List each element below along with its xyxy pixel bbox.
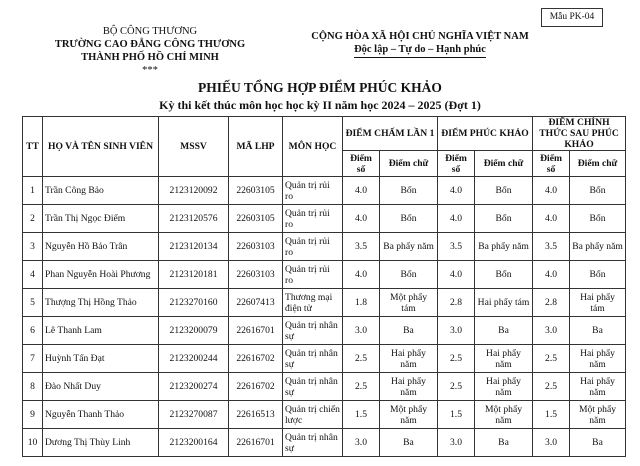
class-code: 22616702 bbox=[229, 345, 283, 373]
student-id: 2123200274 bbox=[159, 373, 229, 401]
official-score: 3.0 bbox=[533, 317, 570, 345]
table-row bbox=[23, 345, 626, 373]
regrade-score: 4.0 bbox=[438, 261, 475, 289]
city-name: THÀNH PHỐ HỒ CHÍ MINH bbox=[81, 52, 219, 63]
student-id: 2123120576 bbox=[159, 205, 229, 233]
first-score: 4.0 bbox=[343, 261, 380, 289]
header-score-number: Điểm số bbox=[343, 151, 380, 177]
class-code: 22603103 bbox=[229, 233, 283, 261]
student-id: 2123120181 bbox=[159, 261, 229, 289]
subject-name: Quản trị nhân sự bbox=[283, 345, 343, 373]
ministry-header bbox=[40, 25, 260, 77]
regrade-score-words: Hai phẩy năm bbox=[475, 345, 533, 373]
class-code: 22616513 bbox=[229, 401, 283, 429]
table-row bbox=[23, 177, 626, 205]
header-tt: TT bbox=[23, 117, 43, 177]
row-number: 1 bbox=[23, 177, 43, 205]
header-regrade: ĐIỂM PHÚC KHẢO bbox=[438, 117, 533, 151]
subject-name: Quản trị rủi ro bbox=[283, 205, 343, 233]
official-score-words: Ba bbox=[570, 317, 626, 345]
class-code: 22603103 bbox=[229, 261, 283, 289]
table-row bbox=[23, 429, 626, 457]
student-name: Lê Thanh Lam bbox=[43, 317, 159, 345]
official-score: 1.5 bbox=[533, 401, 570, 429]
national-header bbox=[300, 30, 540, 58]
regrade-score-words: Bốn bbox=[475, 205, 533, 233]
country-name: CỘNG HÒA XÃ HỘI CHỦ NGHĨA VIỆT NAM bbox=[311, 31, 529, 42]
official-score: 2.8 bbox=[533, 289, 570, 317]
header-score-word: Điểm chữ bbox=[380, 151, 438, 177]
subject-name: Quản trị nhân sự bbox=[283, 429, 343, 457]
official-score: 4.0 bbox=[533, 205, 570, 233]
regrade-score: 2.5 bbox=[438, 373, 475, 401]
regrade-score-words: Ba phẩy năm bbox=[475, 233, 533, 261]
school-name: TRƯỜNG CAO ĐẲNG CÔNG THƯƠNG bbox=[54, 39, 246, 50]
table-row bbox=[23, 401, 626, 429]
header-score-number: Điểm số bbox=[533, 151, 570, 177]
document-subtitle: Kỳ thi kết thúc môn học học kỳ II năm học 2024 – 2025 (Đợt 1) bbox=[159, 98, 481, 112]
first-score: 2.5 bbox=[343, 345, 380, 373]
table-row bbox=[23, 205, 626, 233]
student-name: Dương Thị Thùy Linh bbox=[43, 429, 159, 457]
student-name: Nguyễn Thanh Thảo bbox=[43, 401, 159, 429]
first-score: 3.5 bbox=[343, 233, 380, 261]
first-score: 4.0 bbox=[343, 205, 380, 233]
first-score-words: Ba bbox=[380, 317, 438, 345]
subject-name: Thương mại điện tử bbox=[283, 289, 343, 317]
first-score-words: Hai phẩy năm bbox=[380, 345, 438, 373]
official-score: 2.5 bbox=[533, 345, 570, 373]
official-score-words: Ba bbox=[570, 429, 626, 457]
official-score-words: Hai phẩy tám bbox=[570, 289, 626, 317]
official-score-words: Hai phẩy năm bbox=[570, 373, 626, 401]
regrade-score-words: Ba bbox=[475, 429, 533, 457]
document-title: PHIẾU TỔNG HỢP ĐIỂM PHÚC KHẢO bbox=[198, 80, 442, 95]
first-score: 1.5 bbox=[343, 401, 380, 429]
header-malhp: MÃ LHP bbox=[229, 117, 283, 177]
regrade-score-words: Hai phẩy tám bbox=[475, 289, 533, 317]
table-row bbox=[23, 289, 626, 317]
official-score: 2.5 bbox=[533, 373, 570, 401]
student-name: Trần Công Bảo bbox=[43, 177, 159, 205]
regrade-score-words: Ba bbox=[475, 317, 533, 345]
row-number: 10 bbox=[23, 429, 43, 457]
official-score: 4.0 bbox=[533, 261, 570, 289]
class-code: 22603105 bbox=[229, 177, 283, 205]
official-score: 4.0 bbox=[533, 177, 570, 205]
class-code: 22603105 bbox=[229, 205, 283, 233]
regrade-score: 4.0 bbox=[438, 177, 475, 205]
first-score-words: Bốn bbox=[380, 261, 438, 289]
regrade-score: 2.8 bbox=[438, 289, 475, 317]
first-score: 3.0 bbox=[343, 429, 380, 457]
ministry-name: BỘ CÔNG THƯƠNG bbox=[102, 26, 198, 37]
header-name: HỌ VÀ TÊN SINH VIÊN bbox=[43, 117, 159, 177]
subject-name: Quản trị nhân sự bbox=[283, 317, 343, 345]
student-name: Đào Nhất Duy bbox=[43, 373, 159, 401]
subject-name: Quản trị rủi ro bbox=[283, 233, 343, 261]
row-number: 3 bbox=[23, 233, 43, 261]
regrade-score: 1.5 bbox=[438, 401, 475, 429]
first-score: 4.0 bbox=[343, 177, 380, 205]
first-score-words: Một phẩy tám bbox=[380, 289, 438, 317]
first-score: 3.0 bbox=[343, 317, 380, 345]
first-score: 1.8 bbox=[343, 289, 380, 317]
first-score-words: Ba phẩy năm bbox=[380, 233, 438, 261]
official-score-words: Một phẩy năm bbox=[570, 401, 626, 429]
official-score-words: Bốn bbox=[570, 177, 626, 205]
scores-table bbox=[22, 116, 626, 457]
first-score-words: Ba bbox=[380, 429, 438, 457]
first-score-words: Một phẩy năm bbox=[380, 401, 438, 429]
official-score: 3.0 bbox=[533, 429, 570, 457]
subject-name: Quản trị rủi ro bbox=[283, 177, 343, 205]
stars-divider: *** bbox=[142, 65, 158, 76]
student-name: Phan Nguyễn Hoài Phương bbox=[43, 261, 159, 289]
regrade-score: 4.0 bbox=[438, 205, 475, 233]
class-code: 22616701 bbox=[229, 429, 283, 457]
student-id: 2123120092 bbox=[159, 177, 229, 205]
header-official: ĐIỂM CHÍNH THỨC SAU PHÚC KHẢO bbox=[533, 117, 626, 151]
header-score-word: Điểm chữ bbox=[475, 151, 533, 177]
regrade-score: 3.0 bbox=[438, 317, 475, 345]
subject-name: Quản trị rủi ro bbox=[283, 261, 343, 289]
first-score-words: Bốn bbox=[380, 205, 438, 233]
motto: Độc lập – Tự do – Hạnh phúc bbox=[300, 43, 540, 58]
first-score: 2.5 bbox=[343, 373, 380, 401]
regrade-score-words: Bốn bbox=[475, 177, 533, 205]
class-code: 22616701 bbox=[229, 317, 283, 345]
official-score-words: Ba phẩy năm bbox=[570, 233, 626, 261]
official-score-words: Hai phẩy năm bbox=[570, 345, 626, 373]
table-row bbox=[23, 317, 626, 345]
class-code: 22616702 bbox=[229, 373, 283, 401]
header-score-word: Điểm chữ bbox=[570, 151, 626, 177]
row-number: 6 bbox=[23, 317, 43, 345]
student-name: Trần Thị Ngọc Điểm bbox=[43, 205, 159, 233]
subject-name: Quản trị nhân sự bbox=[283, 373, 343, 401]
regrade-score: 2.5 bbox=[438, 345, 475, 373]
first-score-words: Bốn bbox=[380, 177, 438, 205]
student-id: 2123120134 bbox=[159, 233, 229, 261]
student-id: 2123200079 bbox=[159, 317, 229, 345]
header-mssv: MSSV bbox=[159, 117, 229, 177]
row-number: 7 bbox=[23, 345, 43, 373]
student-name: Nguyễn Hồ Bảo Trân bbox=[43, 233, 159, 261]
row-number: 9 bbox=[23, 401, 43, 429]
regrade-score: 3.5 bbox=[438, 233, 475, 261]
student-name: Huỳnh Tấn Đạt bbox=[43, 345, 159, 373]
header-subject: MÔN HỌC bbox=[283, 117, 343, 177]
row-number: 8 bbox=[23, 373, 43, 401]
row-number: 2 bbox=[23, 205, 43, 233]
row-number: 4 bbox=[23, 261, 43, 289]
header-score-number: Điểm số bbox=[438, 151, 475, 177]
student-id: 2123270087 bbox=[159, 401, 229, 429]
first-score-words: Hai phẩy năm bbox=[380, 373, 438, 401]
student-id: 2123270160 bbox=[159, 289, 229, 317]
student-id: 2123200164 bbox=[159, 429, 229, 457]
official-score-words: Bốn bbox=[570, 205, 626, 233]
header-first-grading: ĐIỂM CHẤM LẦN 1 bbox=[343, 117, 438, 151]
subject-name: Quản trị chiến lược bbox=[283, 401, 343, 429]
form-code-box: Mẫu PK-04 bbox=[541, 8, 603, 27]
table-body bbox=[23, 177, 626, 457]
official-score-words: Bốn bbox=[570, 261, 626, 289]
regrade-score-words: Hai phẩy năm bbox=[475, 373, 533, 401]
row-number: 5 bbox=[23, 289, 43, 317]
regrade-score-words: Bốn bbox=[475, 261, 533, 289]
regrade-score-words: Một phẩy năm bbox=[475, 401, 533, 429]
table-row bbox=[23, 261, 626, 289]
student-id: 2123200244 bbox=[159, 345, 229, 373]
official-score: 3.5 bbox=[533, 233, 570, 261]
table-row bbox=[23, 233, 626, 261]
student-name: Thượng Thị Hồng Thảo bbox=[43, 289, 159, 317]
regrade-score: 3.0 bbox=[438, 429, 475, 457]
table-row bbox=[23, 373, 626, 401]
class-code: 22607413 bbox=[229, 289, 283, 317]
